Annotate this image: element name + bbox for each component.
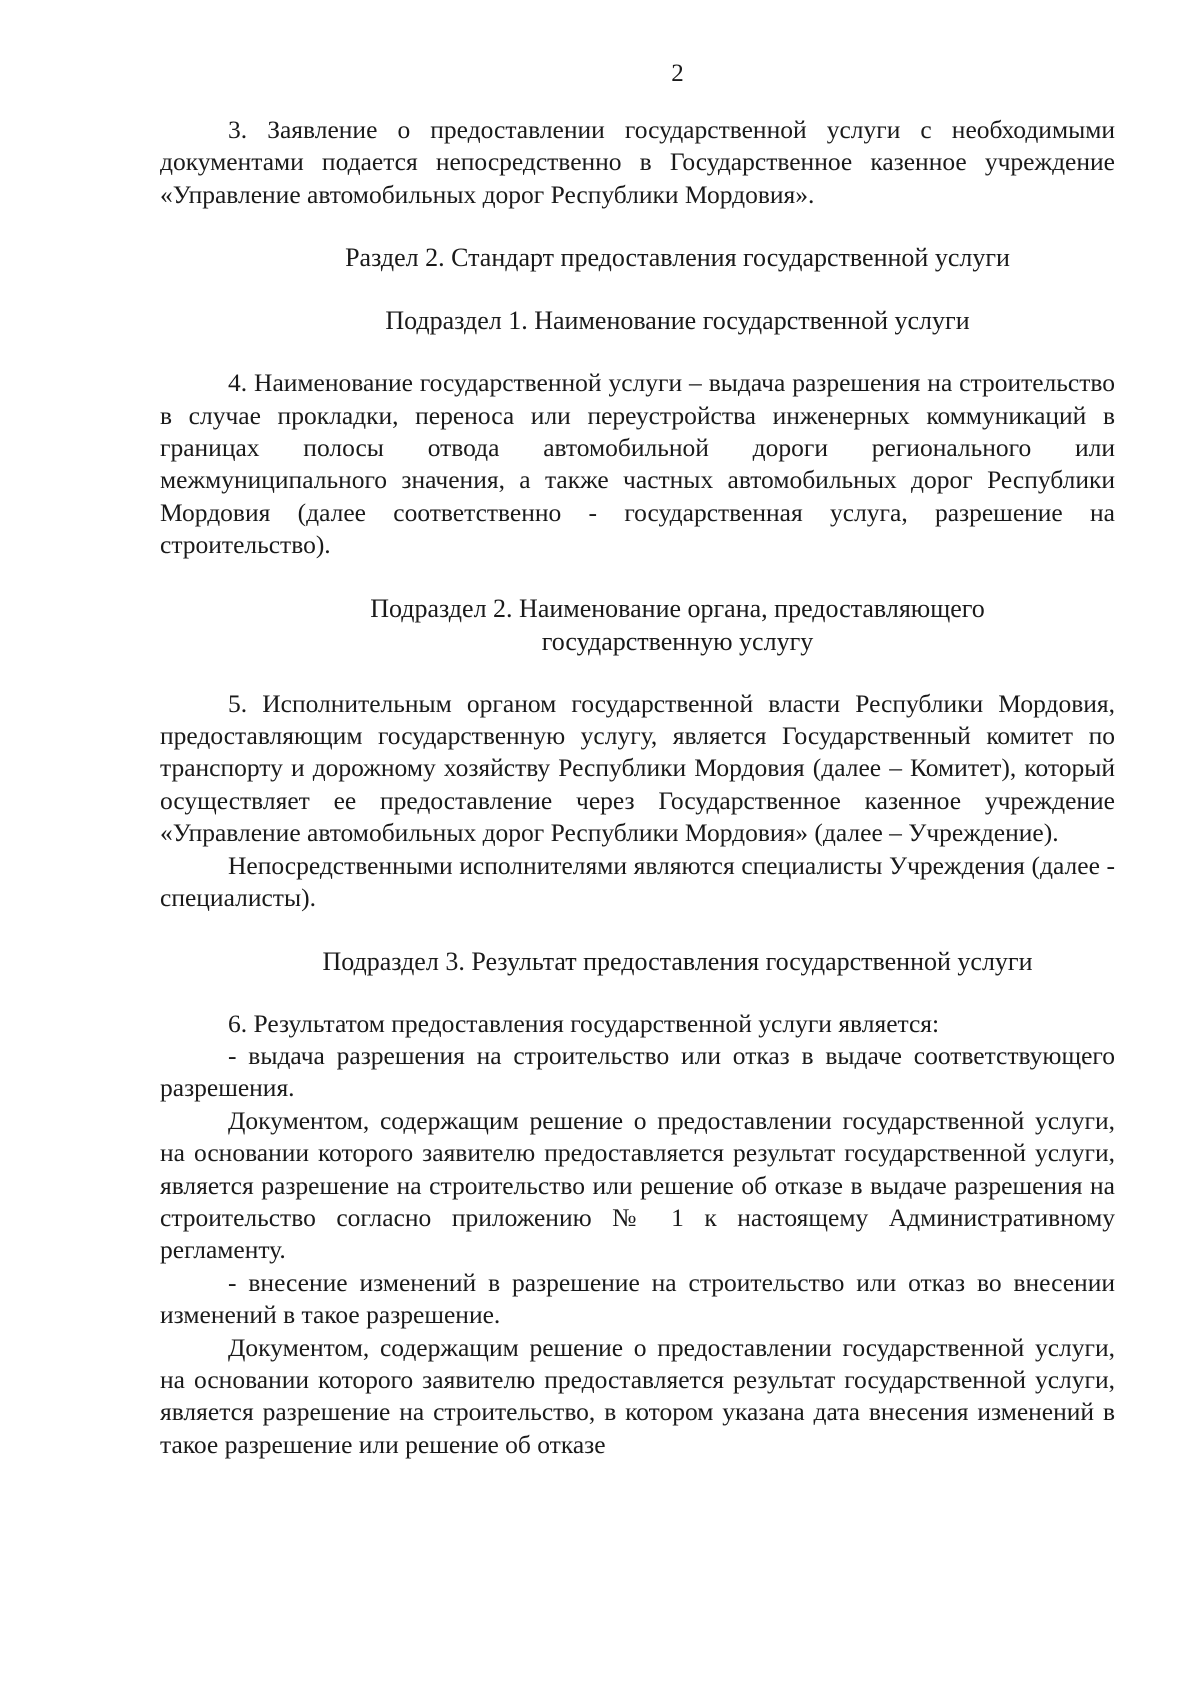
paragraph-6-item-1: - выдача разрешения на строительство или отказ в выдаче соответствующего разрешения. [160,1040,1115,1103]
subsection-2-title-line1: Подраздел 2. Наименование органа, предоставляющего [370,593,985,623]
paragraph-5-executors: Непосредственными исполнителями являются специалисты Учреждения (далее - специалисты). [160,850,1115,913]
paragraph-6-item-2: - внесение изменений в разрешение на строительство или отказ во внесении изменений в такое разрешение. [160,1267,1115,1330]
section-2-title: Раздел 2. Стандарт предоставления государственной услуги [345,243,1010,273]
document-page [160,58,1115,1461]
paragraph-4: 4. Наименование государственной услуги – выдача разрешения на строительство в случае прокладки, переноса или переустройства инженерных коммуникаций в границах полосы отвода автомобильной дороги регионального или межмуниципального значения, а также частных автомобильных дорог Республики Мордовия (далее соответственно - государственная услуга, разрешение на строительство). [160,368,1115,560]
paragraph-3: 3. Заявление о предоставлении государственной услуги с необходимыми документами подается непосредственно в Государственное казенное учреждение «Управление автомобильных дорог Республики Мордовия». [160,115,1115,209]
subsection-2-title [160,592,1115,658]
paragraph-6-document-2: Документом, содержащим решение о предоставлении государственной услуги, на основании которого заявителю предоставляется результат государственной услуги, является разрешение на строительство, в котором указана дата внесения изменений в такое разрешение или решение об отказе [160,1332,1115,1459]
paragraph-5: 5. Исполнительным органом государственной власти Республики Мордовия, предоставляющим государственную услугу, является Государственный комитет по транспорту и дорожному хозяйству Республики Мордовия (далее – Комитет), который осуществляет ее предоставление через Государственное казенное учреждение «Управление автомобильных дорог Республики Мордовия» (далее – Учреждение). [160,688,1115,848]
page-number: 2 [671,60,684,87]
subsection-2-title-line2: государственную услугу [541,626,814,656]
paragraph-6: 6. Результатом предоставления государственной услуги является: [228,1008,940,1038]
paragraph-6-document-1: Документом, содержащим решение о предоставлении государственной услуги, на основании которого заявителю предоставляется результат государственной услуги, является разрешение на строительство или решение об отказе в выдаче разрешения на строительство согласно приложению № 1 к настоящему Административному регламенту. [160,1105,1115,1265]
subsection-1-title: Подраздел 1. Наименование государственной услуги [385,306,970,336]
subsection-3-title: Подраздел 3. Результат предоставления государственной услуги [322,946,1033,976]
